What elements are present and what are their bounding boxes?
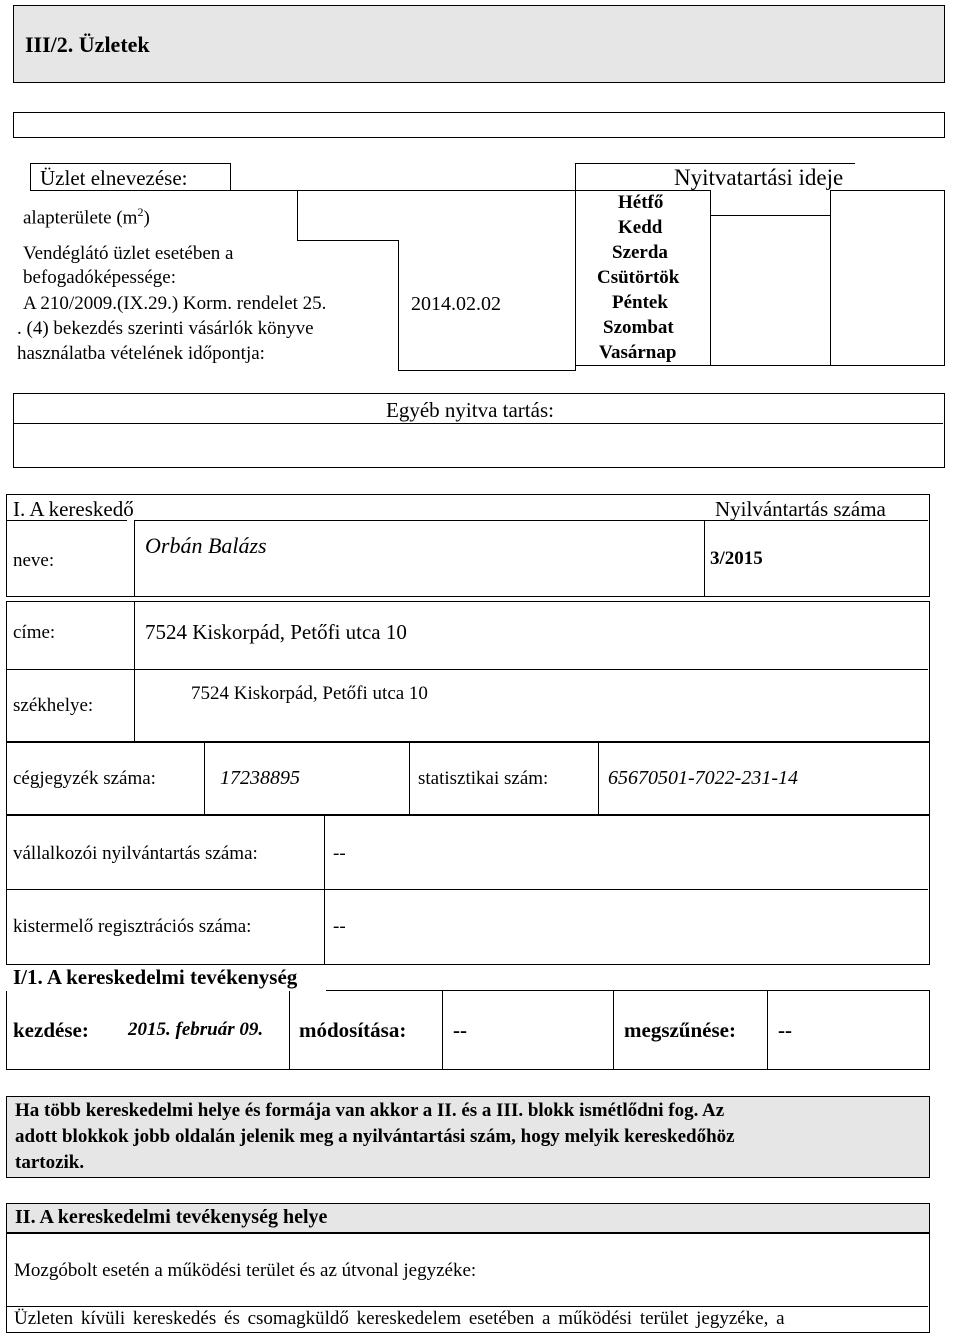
- activity-section-label: I/1. A kereskedelmi tevékenység: [13, 965, 298, 989]
- register-label-1: A 210/2009.(IX.29.) Korm. rendelet 25.: [23, 293, 327, 314]
- day-friday: Péntek: [612, 292, 668, 313]
- activity-start-label: kezdése:: [13, 1018, 89, 1042]
- activity-end-label: megszűnése:: [624, 1018, 736, 1042]
- notice-line-1: Ha több kereskedelmi helye és formája van akkor a II. és a III. blokk ismétlődni fog. Az: [15, 1100, 725, 1121]
- section-title: III/2. Üzletek: [25, 32, 150, 57]
- day-tuesday: Kedd: [618, 217, 663, 238]
- merchant-name-label: neve:: [13, 550, 55, 571]
- stat-label: statisztikai szám:: [418, 768, 549, 789]
- activity-end-value: --: [778, 1018, 792, 1042]
- day-sunday: Vasárnap: [599, 342, 677, 363]
- other-opening-label: Egyéb nyitva tartás:: [386, 398, 554, 422]
- opening-hours-header: Nyitvatartási ideje: [674, 165, 844, 190]
- section-title-box: [13, 5, 945, 83]
- shop-capacity-label-1: Vendéglátó üzlet esetében a: [23, 243, 234, 264]
- activity-start-value: 2015. február 09.: [128, 1019, 264, 1040]
- day-monday: Hétfő: [618, 192, 664, 213]
- merchant-section-label: I. A kereskedő: [13, 497, 134, 521]
- farmer-label: kistermelő regisztrációs száma:: [13, 916, 252, 937]
- register-label-2: . (4) bekezdés szerinti vásárlók könyve: [17, 318, 314, 339]
- day-saturday: Szombat: [603, 317, 674, 338]
- address-label: címe:: [13, 622, 56, 643]
- other-opening-box: [13, 393, 945, 468]
- address-value: 7524 Kiskorpád, Petőfi utca 10: [145, 620, 407, 644]
- reg-number-value: 3/2015: [710, 548, 763, 569]
- register-date: 2014.02.02: [411, 293, 501, 315]
- place-section-box: [6, 1203, 930, 1233]
- empty-strip: [13, 112, 945, 138]
- farmer-value: --: [333, 916, 346, 937]
- entrepreneur-label: vállalkozói nyilvántartás száma:: [13, 843, 258, 864]
- seat-label: székhelye:: [13, 695, 94, 716]
- activity-modify-label: módosítása:: [299, 1018, 407, 1042]
- shop-capacity-label-2: befogadóképessége:: [23, 267, 176, 288]
- mobile-shop-label: Mozgóbolt esetén a működési terület és az útvonal jegyzéke:: [14, 1260, 477, 1281]
- activity-modify-value: --: [453, 1018, 467, 1042]
- seat-value: 7524 Kiskorpád, Petőfi utca 10: [191, 683, 428, 704]
- notice-line-2: adott blokkok jobb oldalán jelenik meg a nyilvántartási szám, hogy melyik kereskedőhöz: [15, 1126, 735, 1147]
- stat-value: 65670501-7022-231-14: [608, 767, 798, 789]
- outside-trade-label: Üzleten kívüli kereskedés és csomagküldő kereskedelem esetében a működési terület jegyzéke, a: [14, 1308, 785, 1329]
- notice-box: [6, 1096, 930, 1178]
- day-thursday: Csütörtök: [597, 267, 680, 288]
- shop-area-label: alapterülete $(m^2)$: [23, 205, 150, 229]
- day-wednesday: Szerda: [612, 242, 668, 263]
- company-reg-label: cégjegyzék száma:: [13, 768, 156, 789]
- place-section-label: II. A kereskedelmi tevékenység helye: [15, 1206, 328, 1228]
- merchant-name-value: Orbán Balázs: [145, 533, 267, 558]
- entrepreneur-value: --: [333, 843, 346, 864]
- shop-name-label: Üzlet elnevezése:: [40, 166, 188, 190]
- register-label-3: használatba vételének időpontja:: [17, 343, 265, 364]
- notice-line-3: tartozik.: [15, 1152, 85, 1173]
- company-reg-value: 17238895: [220, 767, 300, 789]
- entrepreneur-box: [6, 815, 930, 965]
- reg-number-header: Nyilvántartás száma: [715, 497, 886, 521]
